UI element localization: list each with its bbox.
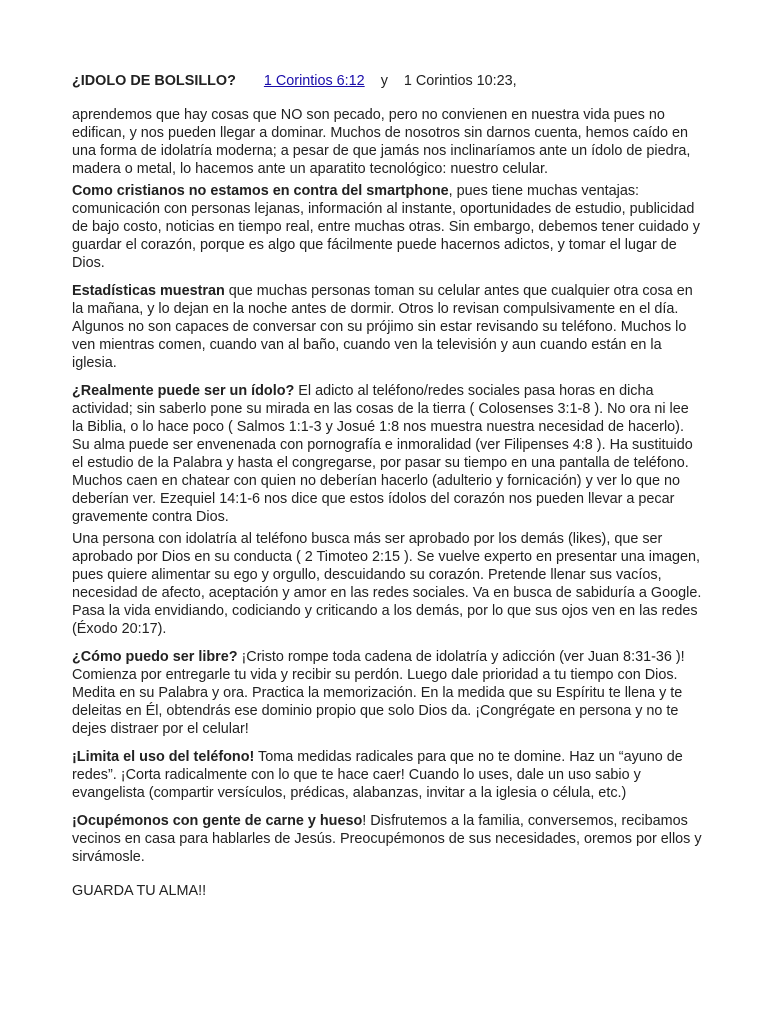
paragraph-freedom: [72, 648, 702, 738]
document-body: [72, 72, 702, 904]
paragraph-lead: ¡Limita el uso del teléfono!: [72, 749, 255, 765]
paragraph-lead: ¡Ocupémonos con gente de carne y hueso: [72, 813, 363, 829]
scripture-reference: 1 Corintios 10:23,: [403, 73, 517, 89]
paragraph-lead: ¿Realmente puede ser un ídolo?: [72, 383, 295, 399]
paragraph-text: Una persona con idolatría al teléfono busca más ser aprobado por los demás (likes), que ser aprobado por Dios en su conducta ( 2 Timoteo 2:15 ). Se vuelve experto en presentar una imagen, pues quiere alimentar su ego y orgullo, descuidando su corazón. Pretende llenar sus vacíos, necesidad de afecto, aceptación y amor en las redes sociales. Va en busca de sabiduría a Google. Pasa la vida envidiando, codiciando y criticando a los demás, por lo que sus ojos ven en las redes (Éxodo 20:17).: [72, 531, 702, 637]
paragraph-idol-question: [72, 382, 702, 526]
paragraph-statistics: [72, 282, 702, 372]
closing-line: GUARDA TU ALMA!!: [72, 883, 207, 899]
document-title: ¿IDOLO DE BOLSILLO?: [72, 73, 236, 89]
paragraph-limit-phone: [72, 748, 702, 802]
paragraph-real-people: [72, 812, 702, 866]
scripture-link[interactable]: 1 Corintios 6:12: [263, 73, 365, 89]
paragraph-smartphone: [72, 182, 702, 272]
paragraph-lead: ¿Cómo puedo ser libre?: [72, 649, 238, 665]
title-line: [72, 72, 702, 90]
paragraph-lead: Estadísticas muestran: [72, 283, 225, 299]
paragraph-text: aprendemos que hay cosas que NO son pecado, pero no convienen en nuestra vida pues no edifican, y nos pueden llegar a dominar. Muchos de nosotros sin darnos cuenta, hemos caído en una forma de idolatría moderna; a pesar de que jamás nos inclinaríamos ante un ídolo de piedra, madera o metal, lo hacemos ante un aparatito tecnológico: nuestro celular.: [72, 107, 691, 177]
paragraph-approval: [72, 530, 702, 638]
paragraph-intro: [72, 106, 702, 178]
paragraph-text: ¡Cristo rompe toda cadena de idolatría y adicción (ver Juan 8:31-36 )! Comienza por entregarle tu vida y recibir su perdón. Luego dale prioridad a tu tiempo con Dios. Medita en su Palabra y ora. Practica la memorización. En la medida que su Espíritu te llena y te deleitas en Él, obtendrás ese dominio propio que solo Dios da. ¡Congrégate en persona y no te dejes distraer por el celular!: [72, 649, 685, 737]
paragraph-text: Toma medidas radicales para que no te domine. Haz un “ayuno de redes”. ¡Corta radicalmente con lo que te hace caer! Cuando lo uses, dale un uso sabio y evangelista (compartir versículos, prédicas, alabanzas, invitar a la iglesia o célula, etc.): [72, 749, 683, 801]
paragraph-text: ! Disfrutemos a la familia, conversemos, recibamos vecinos en casa para hablarles de Jesús. Preocupémonos de sus necesidades, oremos por ellos y sirvámosle.: [72, 813, 702, 865]
paragraph-lead: Como cristianos no estamos en contra del smartphone: [72, 183, 449, 199]
conjunction-text: y: [380, 73, 388, 89]
paragraph-text: , pues tiene muchas ventajas: comunicación con personas lejanas, información al instante, oportunidades de estudio, publicidad de bajo costo, noticias en tiempo real, entre muchas otras. Sin embargo, debemos tener cuidado y guardar el corazón, porque es algo que fácilmente puede hacernos adictos, y tomar el lugar de Dios.: [72, 183, 700, 271]
paragraph-text: que muchas personas toman su celular antes que cualquier otra cosa en la mañana, y lo dejan en la noche antes de dormir. Otros lo revisan compulsivamente en el día. Algunos no son capaces de conversar con su prójimo sin estar revisando su teléfono. Muchos lo ven mientras comen, cuando van al baño, cuando ven la televisión y aun cuando están en la iglesia.: [72, 283, 693, 371]
paragraph-text: El adicto al teléfono/redes sociales pasa horas en dicha actividad; sin saberlo pone su mirada en las cosas de la tierra ( Colosenses 3:1-8 ). No ora ni lee la Biblia, o lo hace poco ( Salmos 1:1-3 y Josué 1:8 nos muestra nuestra necesidad de hacerlo). Su alma puede ser envenenada con pornografía e inmoralidad (ver Filipenses 4:8 ). Ha sustituido el estudio de la Palabra y hasta el congregarse, por pasar su tiempo en una pantalla de teléfono. Muchos caen en chatear con quien no deberían hacerlo (adulterio y fornicación) y ver lo que no deberían ver. Ezequiel 14:1-6 nos dice que estos ídolos del corazón nos pueden llevar a pecar gravemente contra Dios.: [72, 383, 693, 525]
